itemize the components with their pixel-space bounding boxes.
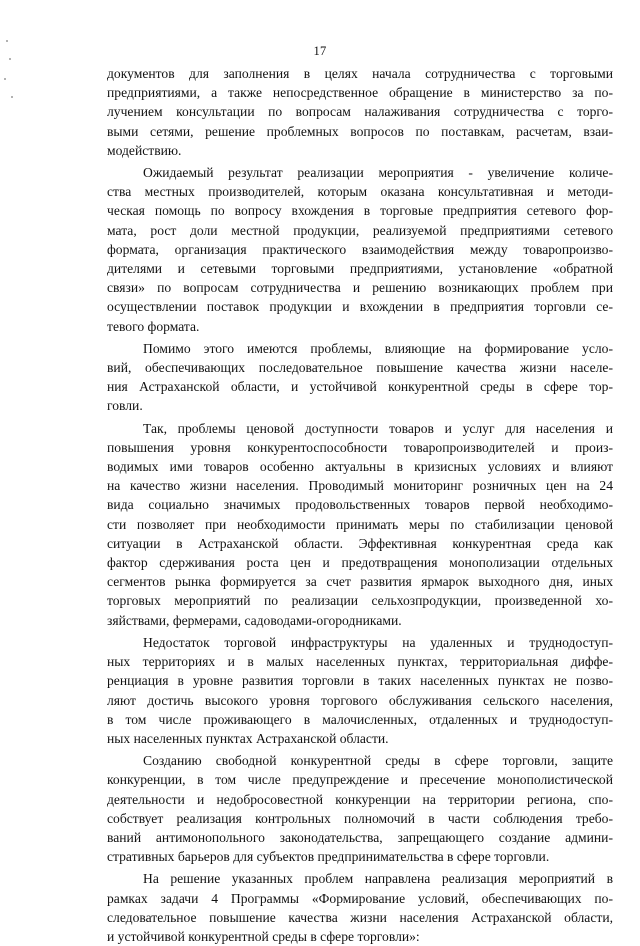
scan-speck [11, 96, 13, 98]
text-line: дителями и сетевыми торговыми предприятиями, установление «обратной [107, 261, 613, 277]
text-line: Так, проблемы ценовой доступности товаров и услуг для населения и [143, 420, 613, 436]
text-line: модействию. [107, 142, 182, 158]
text-line: Ожидаемый результат реализации мероприятия - увеличение количе- [143, 165, 613, 181]
body-text [107, 64, 613, 946]
text-line: осуществлении поставок продукции и вхождении в предприятия торговли се- [107, 299, 613, 315]
text-line: ства местных производителей, которым оказана консультативная и методи- [107, 184, 613, 200]
text-line: ваний антимонопольного законодательства, запрещающего создание админи- [107, 829, 613, 845]
paragraph-5 [107, 633, 613, 748]
text-line: конкуренции, в том числе предупреждение и пресечение монополистической [107, 772, 613, 788]
text-line: повышения уровня конкурентоспособности товаропроизводителей и произ- [107, 439, 613, 455]
text-line: следовательное повышение качества жизни населения Астраханской области, [107, 909, 613, 925]
paragraph-2 [107, 163, 613, 336]
text-line: предприятиями, а также непосредственное обращение в министерство за по- [107, 85, 613, 101]
text-line: в том числе проживающего в малочисленных, отдаленных и труднодоступ- [107, 711, 613, 727]
text-line: торговых мероприятий по реализации сельхозпродукции, произведенной хо- [107, 593, 613, 609]
paragraph-1 [107, 64, 613, 160]
text-line: Созданию свободной конкурентной среды в сфере торговли, защите [143, 753, 613, 769]
text-line: документов для заполнения в целях начала сотрудничества с торговыми [107, 66, 613, 81]
text-line: говли. [107, 398, 143, 414]
text-line: водимых ими товаров особенно актуальны в кризисных условиях и влияют [107, 459, 613, 475]
paragraph-4 [107, 419, 613, 630]
text-line: собствует реализация контрольных полномочий в части соблюдения требо- [107, 810, 613, 826]
text-line: ляют достичь высокого уровня торгового обслуживания сельского населения, [107, 692, 613, 708]
paragraph-6 [107, 751, 613, 866]
paragraph-3 [107, 339, 613, 416]
text-line: Недостаток торговой инфраструктуры на удаленных и труднодоступ- [143, 634, 613, 650]
text-line: фактор сдерживания роста цен и предотвращения монополизации отдельных [107, 555, 613, 571]
text-line: вида социально значимых продовольственных товаров первой необходимо- [107, 497, 613, 513]
text-line: Помимо этого имеются проблемы, влияющие на формирование усло- [143, 340, 613, 356]
text-line: ных территориях и в малых населенных пунктах, территориальная диффе- [107, 654, 613, 670]
text-line: деятельности и недобросовестной конкуренции на территории региона, спо- [107, 791, 613, 807]
page-number: 17 [313, 44, 327, 58]
text-line: выми сетями, решение проблемных вопросов по поставкам, расчетам, взаи- [107, 123, 613, 139]
text-line: ния Астраханской области, и устойчивой конкурентной среды в сфере тор- [107, 379, 613, 395]
text-line: мата, рост доли местной продукции, реализуемой предприятиями сетевого [107, 222, 613, 238]
scan-speck [6, 40, 8, 42]
text-line: тевого формата. [107, 318, 200, 334]
text-line: и устойчивой конкурентной среды в сфере торговли»: [107, 928, 420, 944]
text-line: зяйствами, фермерами, садоводами-огородниками. [107, 612, 402, 628]
text-line: ных населенных пунктах Астраханской области. [107, 730, 389, 746]
text-line: ческая помощь по вопросу вхождения в торговые предприятия сетевого фор- [107, 203, 613, 219]
text-line: на качество жизни населения. Проводимый мониторинг розничных цен на 24 [107, 478, 613, 494]
text-line: формата, организация практического взаимодействия между товаропроизво- [107, 241, 613, 257]
text-line: сти позволяет при необходимости принимать меры по стабилизации ценовой [107, 516, 613, 532]
text-line: стративных барьеров для субъектов предпринимательства в сфере торговли. [107, 849, 550, 865]
text-line: ренциация в уровне развития торговли в таких населенных пунктах не позво- [107, 673, 613, 689]
text-line: лучением консультации по вопросам налаживания сотрудничества с торго- [107, 104, 613, 120]
text-line: рамках задачи 4 Программы «Формирование условий, обеспечивающих по- [107, 890, 613, 906]
scan-speck [4, 78, 6, 80]
text-line: связи» по вопросам сотрудничества и решению возникающих проблем при [107, 280, 613, 296]
paragraph-7 [107, 869, 613, 946]
text-line: ситуации в Астраханской области. Эффективная конкурентная среда как [107, 535, 613, 551]
text-line: вий, обеспечивающих последовательное повышение качества жизни населе- [107, 360, 613, 376]
text-line: сегментов рынка формируется за счет развития ярмарок выходного дня, иных [107, 574, 613, 590]
text-line: На решение указанных проблем направлена реализация мероприятий в [143, 871, 613, 887]
